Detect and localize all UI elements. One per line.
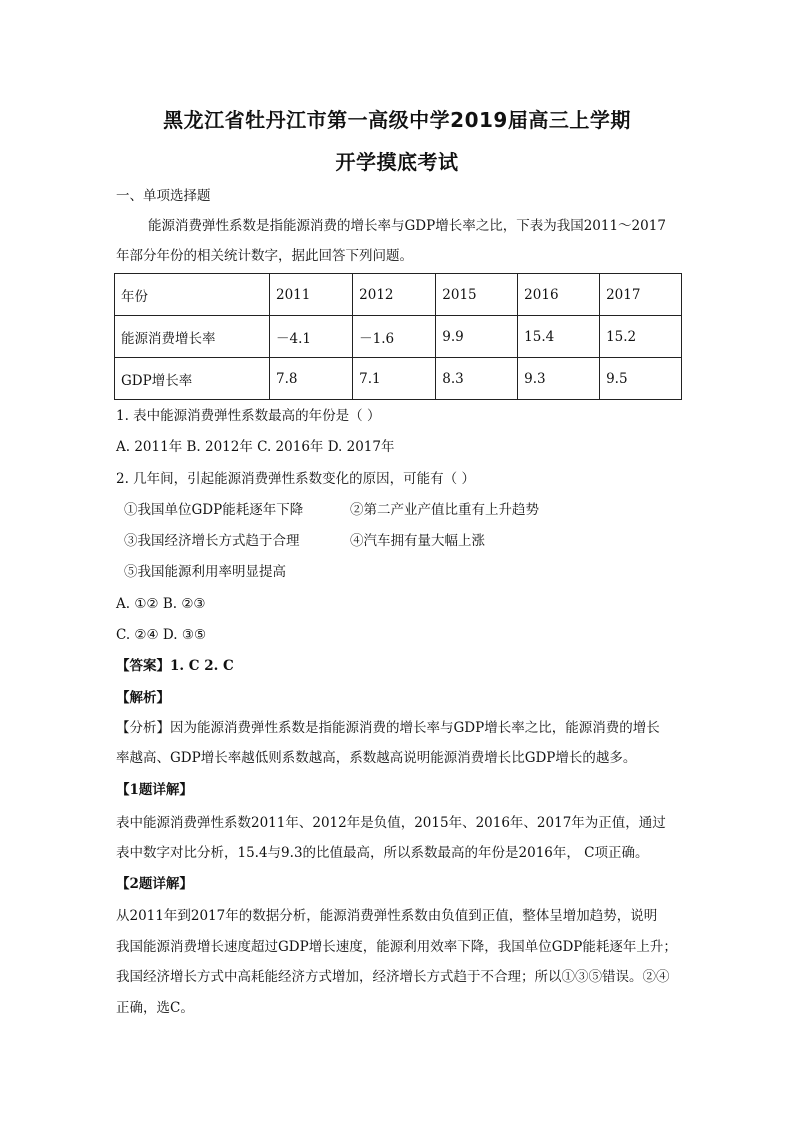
table-cell: 2017: [600, 274, 682, 316]
table-cell: 7.1: [353, 358, 436, 400]
title-line-1: 黑龙江省牡丹江市第一高级中学2019届高三上学期: [163, 108, 631, 132]
table-row: [115, 316, 682, 358]
table-cell: 年份: [115, 274, 270, 316]
table-cell: 15.2: [600, 316, 682, 358]
section-heading: 一、单项选择题: [116, 188, 211, 204]
table-cell: 2016: [518, 274, 600, 316]
question-1: 1. 表中能源消费弹性系数最高的年份是（ ）: [116, 408, 381, 424]
table-cell: 15.4: [518, 316, 600, 358]
intro-text-1: 能源消费弹性系数是指能源消费的增长率与GDP增长率之比，下表为我国2011～2017: [148, 218, 666, 234]
table-cell: 9.5: [600, 358, 682, 400]
question-2-item-3: ③我国经济增长方式趋于合理: [124, 533, 300, 549]
table-cell: 9.3: [518, 358, 600, 400]
question-2-item-4: ④汽车拥有量大幅上涨: [350, 533, 485, 549]
question-2-options-cd: C. ②④ D. ③⑤: [116, 627, 207, 643]
table-cell: 9.9: [436, 316, 518, 358]
q2-detail-text-1: 从2011年到2017年的数据分析，能源消费弹性系数由负值到正值，整体呈增加趋势，说明: [116, 908, 658, 924]
table-cell: －1.6: [353, 316, 436, 358]
table-header-row: [115, 274, 682, 316]
analysis-text-2: 率越高、GDP增长率越低则系数越高，系数越高说明能源消费增长比GDP增长的越多。: [116, 750, 637, 766]
question-2-item-2: ②第二产业产值比重有上升趋势: [350, 502, 539, 518]
question-2-options-ab: A. ①② B. ②③: [116, 596, 206, 612]
question-2-item-5: ⑤我国能源利用率明显提高: [124, 564, 286, 580]
q1-detail-text-2: 表中数字对比分析，15.4与9.3的比值最高，所以系数最高的年份是2016年， C项正确。: [116, 845, 649, 861]
analysis-heading: 【解析】: [116, 690, 170, 706]
q1-detail-heading: 【1题详解】: [116, 782, 193, 798]
table-cell: 8.3: [436, 358, 518, 400]
table-cell: －4.1: [270, 316, 353, 358]
table-cell: 2011: [270, 274, 353, 316]
analysis-text-1: 【分析】因为能源消费弹性系数是指能源消费的增长率与GDP增长率之比，能源消费的增长: [116, 720, 660, 736]
table-row: [115, 358, 682, 400]
statistics-table: [114, 273, 682, 400]
intro-text-2: 年部分年份的相关统计数字，据此回答下列问题。: [116, 248, 413, 264]
q1-detail-text-1: 表中能源消费弹性系数2011年、2012年是负值，2015年、2016年、2017年为正值，通过: [116, 815, 666, 831]
answer-line: 【答案】1. C 2. C: [116, 658, 234, 674]
table-cell: 7.8: [270, 358, 353, 400]
q2-detail-text-3: 我国经济增长方式中高耗能经济方式增加，经济增长方式趋于不合理；所以①③⑤错误。②④: [116, 969, 670, 985]
table-cell: GDP增长率: [115, 358, 270, 400]
title-line-2: 开学摸底考试: [335, 150, 459, 174]
q2-detail-text-4: 正确，选C。: [116, 1000, 194, 1016]
table-cell: 2015: [436, 274, 518, 316]
q2-detail-heading: 【2题详解】: [116, 876, 193, 892]
table-cell: 2012: [353, 274, 436, 316]
table-cell: 能源消费增长率: [115, 316, 270, 358]
question-1-options: A. 2011年 B. 2012年 C. 2016年 D. 2017年: [116, 439, 395, 455]
question-2: 2. 几年间，引起能源消费弹性系数变化的原因，可能有（ ）: [116, 471, 475, 487]
question-2-item-1: ①我国单位GDP能耗逐年下降: [124, 502, 304, 518]
q2-detail-text-2: 我国能源消费增长速度超过GDP增长速度，能源利用效率下降，我国单位GDP能耗逐年上升；: [116, 939, 677, 955]
